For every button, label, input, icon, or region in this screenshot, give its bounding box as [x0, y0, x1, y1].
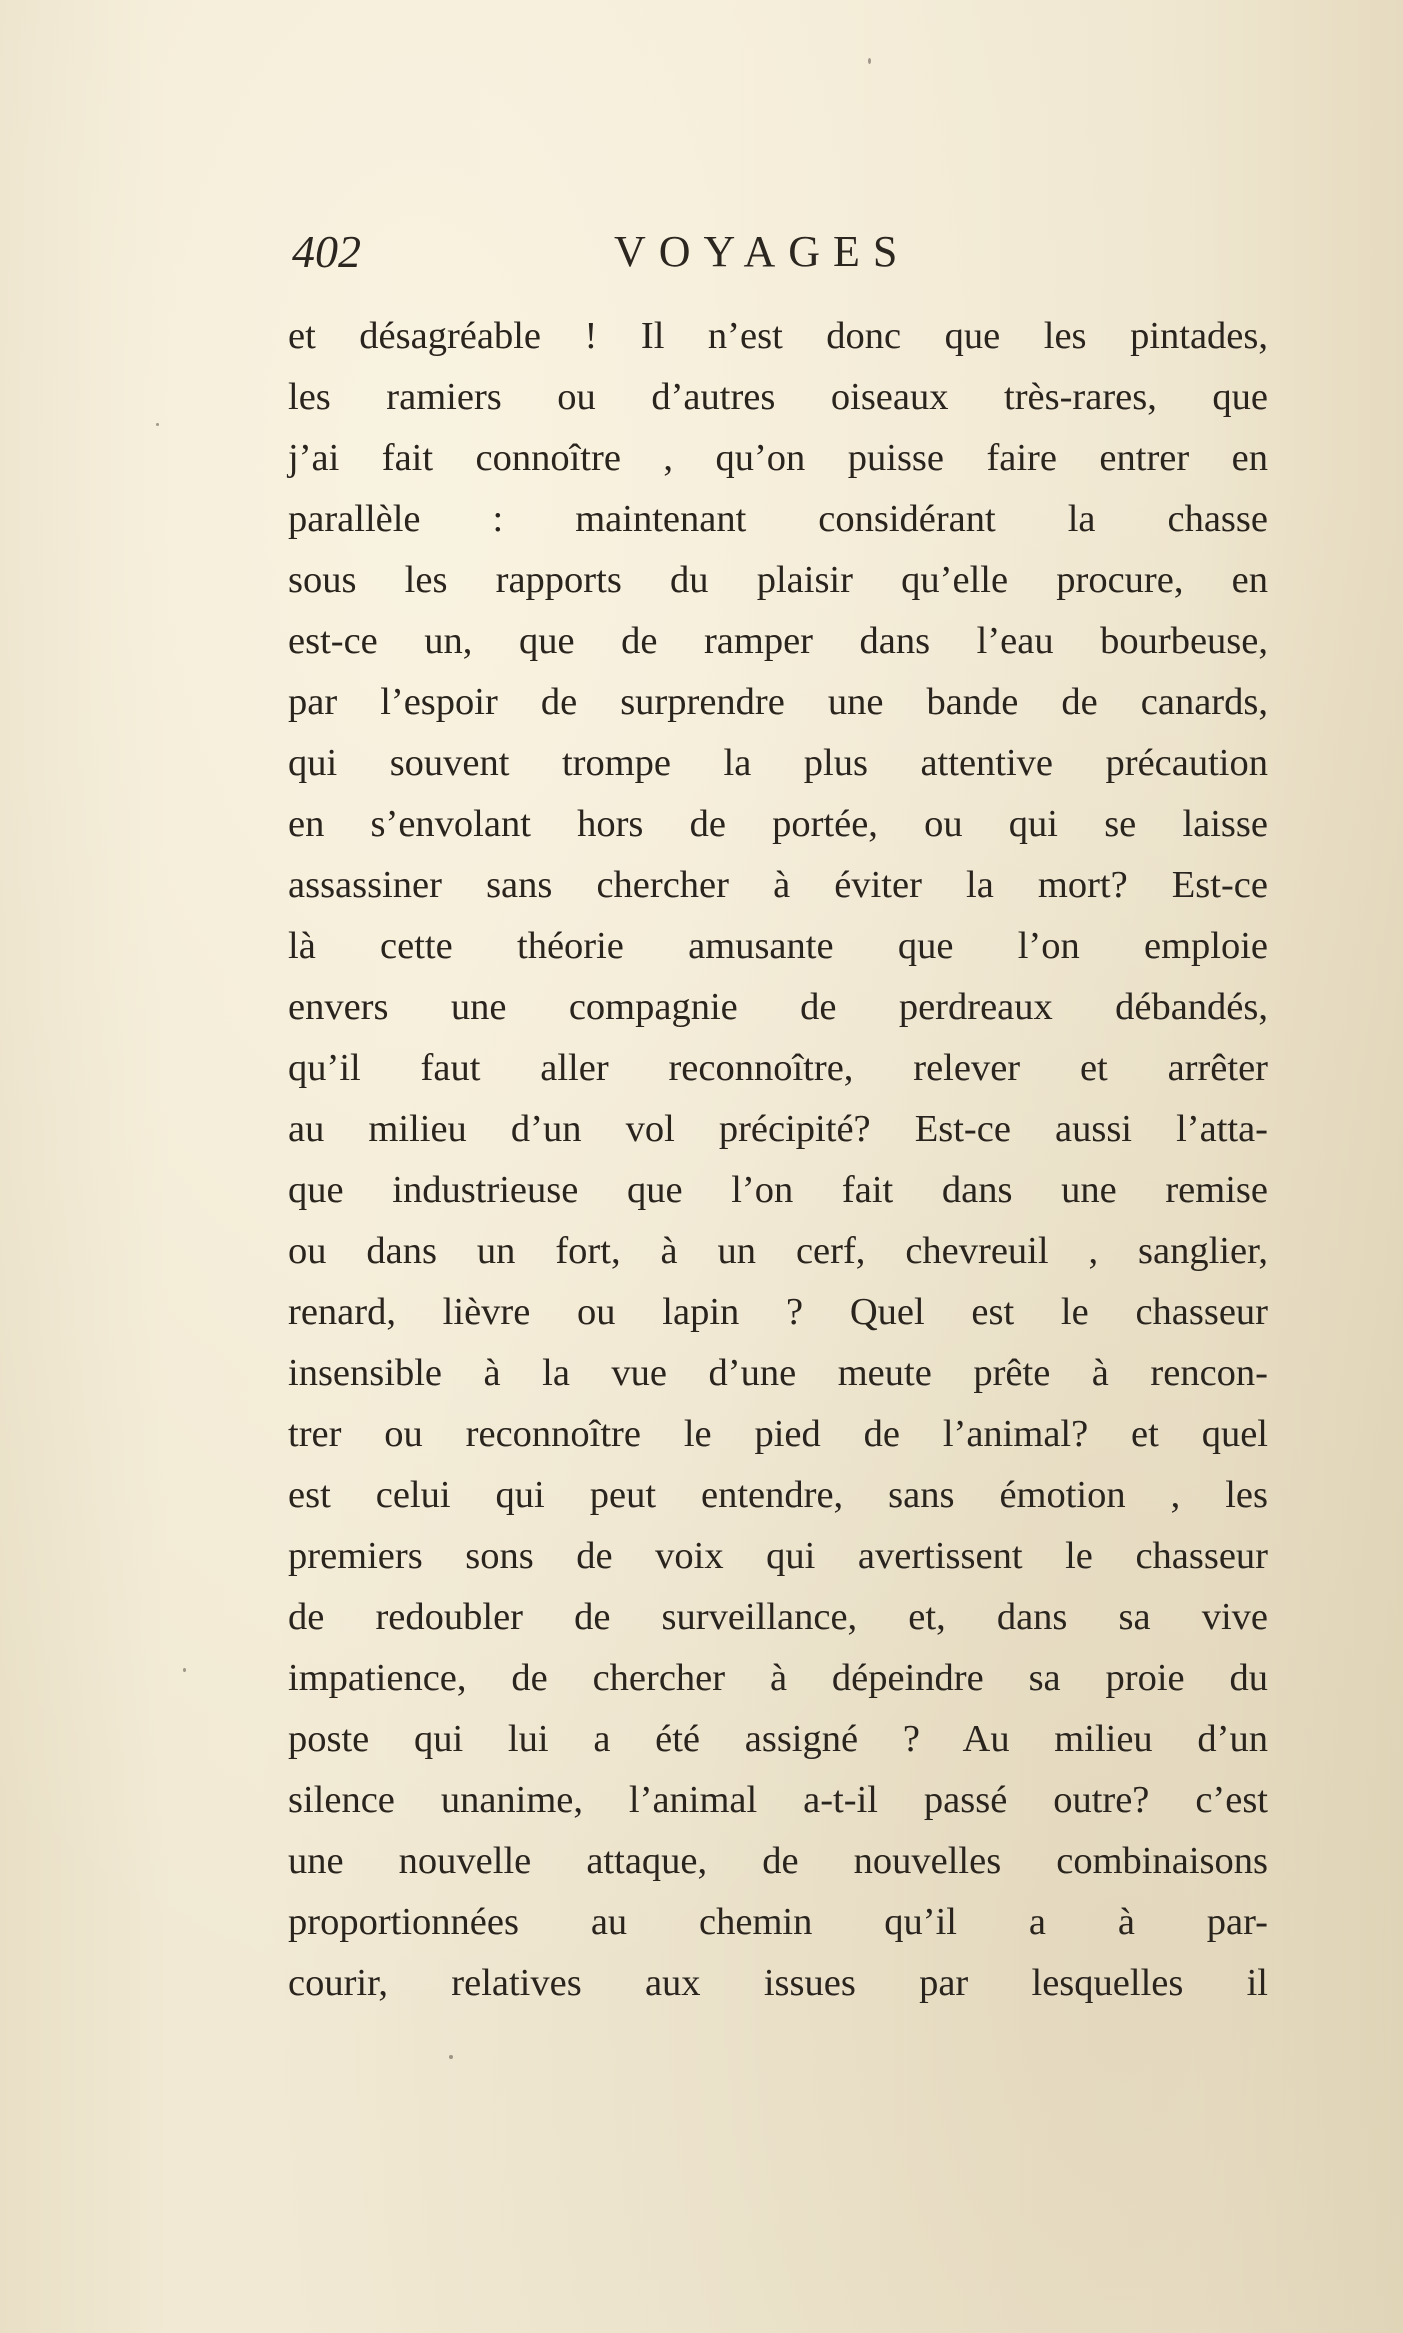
- text-line: est celui qui peut entendre, sans émotion , les: [288, 1474, 1268, 1516]
- paper-speck: [449, 2055, 453, 2059]
- text-line: par l’espoir de surprendre une bande de canards,: [288, 681, 1268, 723]
- text-line: sous les rapports du plaisir qu’elle procure, en: [288, 559, 1268, 601]
- text-line: courir, relatives aux issues par lesquelles il: [288, 1962, 1268, 2004]
- paper-speck: [156, 423, 159, 426]
- running-head: VOYAGES: [614, 227, 911, 276]
- text-line: silence unanime, l’animal a-t-il passé outre? c’est: [288, 1779, 1268, 1821]
- text-line: les ramiers ou d’autres oiseaux très-rares, que: [288, 376, 1268, 418]
- text-line: proportionnées au chemin qu’il a à par-: [288, 1901, 1268, 1943]
- text-line: envers une compagnie de perdreaux débandés,: [288, 986, 1268, 1028]
- paper-speck: [183, 1668, 186, 1672]
- text-line: parallèle : maintenant considérant la chasse: [288, 498, 1268, 540]
- page-header: [292, 222, 1272, 282]
- text-line: là cette théorie amusante que l’on emploie: [288, 925, 1268, 967]
- text-line: en s’envolant hors de portée, ou qui se laisse: [288, 803, 1268, 845]
- text-line: que industrieuse que l’on fait dans une remise: [288, 1169, 1268, 1211]
- text-line: j’ai fait connoître , qu’on puisse faire entrer en: [288, 437, 1268, 479]
- text-line: insensible à la vue d’une meute prête à rencon-: [288, 1352, 1268, 1394]
- text-line: une nouvelle attaque, de nouvelles combinaisons: [288, 1840, 1268, 1882]
- text-line: poste qui lui a été assigné ? Au milieu d’un: [288, 1718, 1268, 1760]
- page-number: 402: [292, 226, 361, 277]
- text-line: assassiner sans chercher à éviter la mort? Est-ce: [288, 864, 1268, 906]
- text-line: et désagréable ! Il n’est donc que les pintades,: [288, 315, 1268, 357]
- text-line: trer ou reconnoître le pied de l’animal? et quel: [288, 1413, 1268, 1455]
- text-line: premiers sons de voix qui avertissent le chasseur: [288, 1535, 1268, 1577]
- text-line: de redoubler de surveillance, et, dans sa vive: [288, 1596, 1268, 1638]
- text-line: au milieu d’un vol précipité? Est-ce aussi l’atta-: [288, 1108, 1268, 1150]
- text-line: renard, lièvre ou lapin ? Quel est le chasseur: [288, 1291, 1268, 1333]
- text-line: qu’il faut aller reconnoître, relever et arrêter: [288, 1047, 1268, 1089]
- text-line: est-ce un, que de ramper dans l’eau bourbeuse,: [288, 620, 1268, 662]
- text-line: ou dans un fort, à un cerf, chevreuil , sanglier,: [288, 1230, 1268, 1272]
- text-line: impatience, de chercher à dépeindre sa proie du: [288, 1657, 1268, 1699]
- paper-speck: [868, 58, 871, 64]
- body-text: [288, 306, 1268, 2014]
- text-line: qui souvent trompe la plus attentive précaution: [288, 742, 1268, 784]
